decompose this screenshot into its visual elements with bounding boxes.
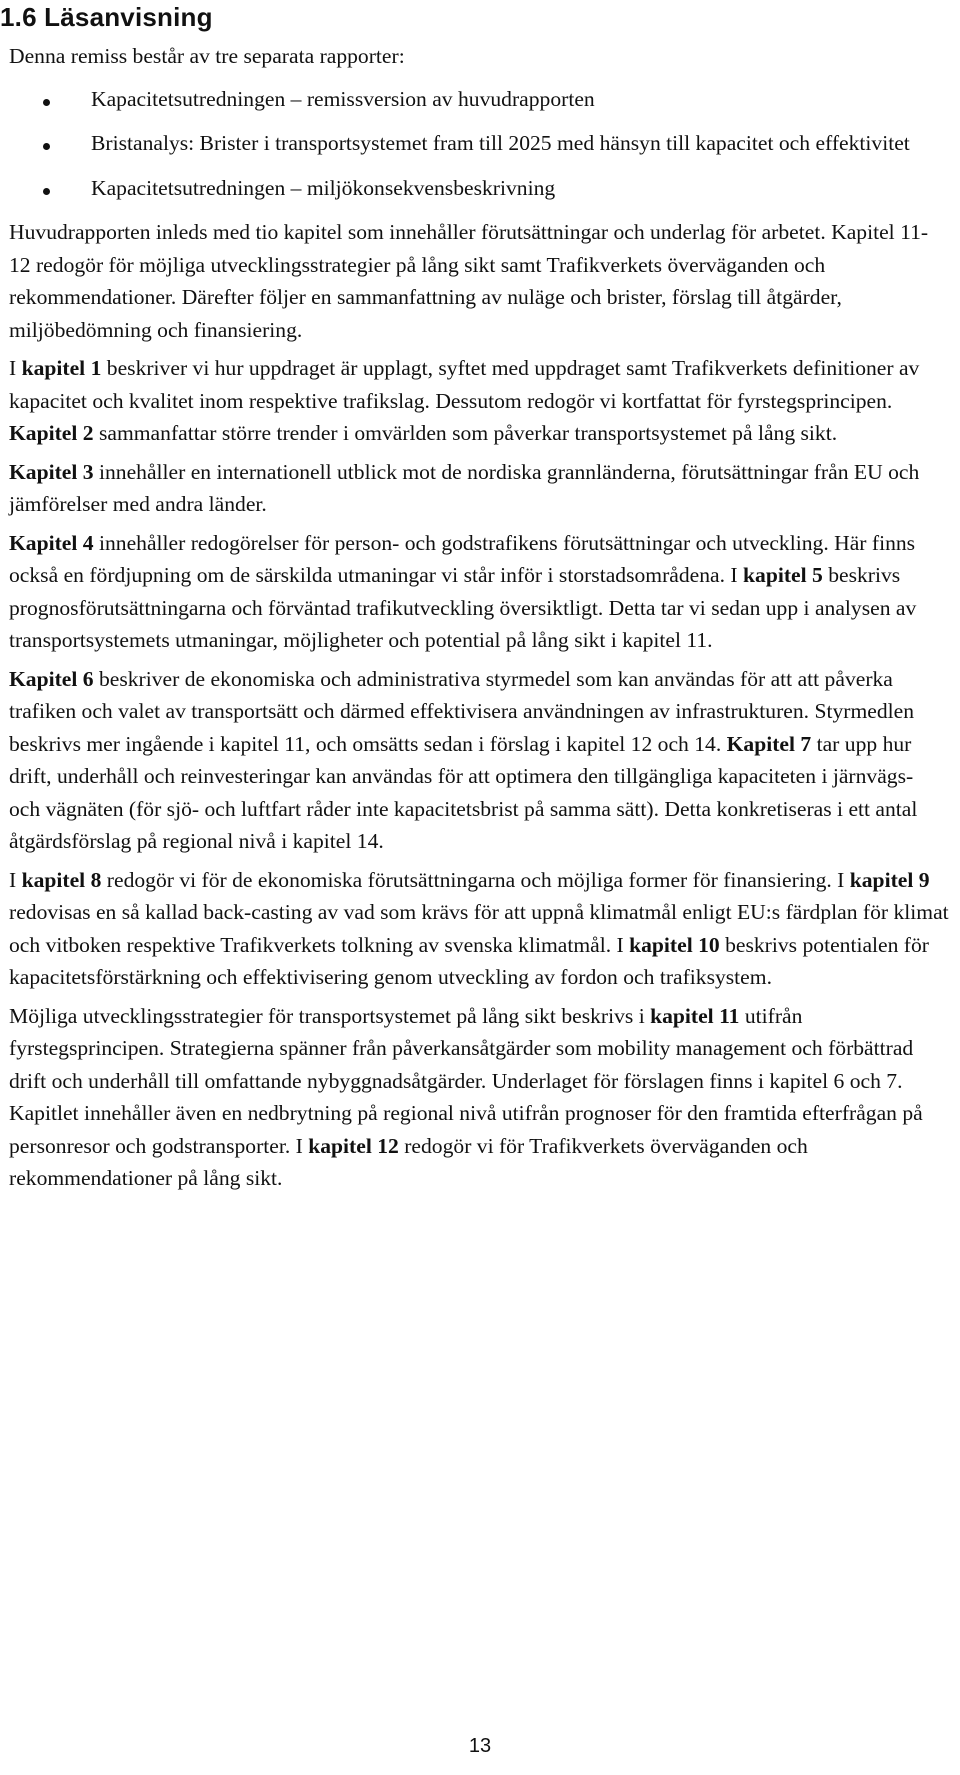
chapter-reference: Kapitel 4 <box>9 530 94 555</box>
chapter-reference: kapitel 10 <box>629 932 720 957</box>
paragraph-text: beskrivs potentialen för kapacitetsförstärkning och effektivisering genom utveckling av fordon och trafiksystem. <box>9 932 929 989</box>
report-list-item <box>9 172 911 205</box>
report-list <box>9 83 949 205</box>
section-heading: 1.6 Läsanvisning <box>0 2 213 32</box>
paragraph-text: innehåller redogörelser för person- och godstrafikens förutsättningar och utveckling. Här finns också en fördjupning om de särskilda utmaningar vi står inför i storstadsområdena. I <box>9 530 916 587</box>
chapter-reference: Kapitel 3 <box>9 459 94 484</box>
paragraph-text: redovisas en så kallad back-casting av vad som krävs för att uppnå klimatmål enligt EU:s färdplan för klimat och vitboken respektive Trafikverkets tolkning av svenska klimatmål. I <box>9 900 949 957</box>
paragraph-text: sammanfattar större trender i omvärlden som påverkar transportsystemet på lång sikt. <box>93 421 838 445</box>
paragraph-text: Huvudrapporten inleds med tio kapitel som innehåller förutsättningar och underlag för arbetet. Kapitel 11-12 redogör för möjliga utvecklingsstrategier på lång sikt samt Trafikverkets överväganden och rekommendationer. Därefter följer en sammanfattning av nuläge och brister, förslag till åtgärder, miljöbedömning och finansiering. <box>9 220 929 342</box>
paragraph-text: beskrivs prognosförutsättningarna och förväntad trafikutveckling översiktligt. Detta tar vi sedan upp i analysen av transportsystemets utmaningar, möjligheter och potential på lång sikt i kapitel 11. <box>9 563 917 652</box>
paragraph-text: redogör vi för Trafikverkets överväganden och rekommendationer på lång sikt. <box>9 1133 808 1190</box>
paragraph-text: Möjliga utvecklingsstrategier för transportsystemet på lång sikt beskrivs i <box>9 1003 651 1028</box>
chapter-reference: kapitel 5 <box>743 563 823 587</box>
body-paragraph <box>9 456 949 521</box>
chapter-reference: kapitel 12 <box>308 1133 399 1158</box>
paragraph-text: innehåller en internationell utblick mot de nordiska grannländerna, förutsättningar från EU och jämförelser med andra länder. <box>9 459 920 516</box>
report-list-item <box>9 127 911 160</box>
chapter-reference: kapitel 8 <box>21 867 102 892</box>
report-title: Kapacitetsutredningen – remissversion av huvudrapporten <box>91 86 595 111</box>
body-paragraph <box>9 1000 949 1195</box>
report-list-item <box>9 83 911 116</box>
paragraph-text: I <box>9 356 22 380</box>
chapter-reference: Kapitel 7 <box>726 731 812 756</box>
paragraph-text: beskriver de ekonomiska och administrativa styrmedel som kan användas för att att påverka trafiken och valet av transportsätt och därmed effektivisera användningen av infrastrukturen. Styrmedlen beskrivs mer ingående i kapitel 11, och omsätts sedan i förslag i kapitel 12 och 14. <box>9 666 915 756</box>
body-paragraph <box>9 216 949 346</box>
body-paragraph <box>9 527 949 657</box>
body-paragraph <box>9 352 949 450</box>
paragraph-text: redogör vi för de ekonomiska förutsättningarna och möjliga former för finansiering. I <box>101 867 850 892</box>
section-body <box>9 40 949 1195</box>
report-title: Bristanalys: Brister i transportsystemet fram till 2025 med hänsyn till kapacitet och effektivitet <box>91 131 910 155</box>
bullet-icon <box>43 99 50 106</box>
bullet-icon <box>43 143 50 150</box>
body-paragraph <box>9 663 949 858</box>
page-number: 13 <box>468 1735 492 1757</box>
paragraph-text: tar upp hur drift, underhåll och reinvesteringar kan användas för att optimera den tillgängliga kapaciteten i järnvägs- och vägnäten (för sjö- och luftfart råder inte kapacitetsbrist på samma sätt). Detta konkretiseras i ett antal åtgärdsförslag på regional nivå i kapitel 14. <box>9 731 918 853</box>
chapter-reference: kapitel 11 <box>650 1003 740 1028</box>
report-title: Kapacitetsutredningen – miljökonsekvensbeskrivning <box>91 175 556 200</box>
bullet-icon <box>43 188 50 195</box>
chapter-reference: kapitel 9 <box>849 867 930 892</box>
paragraph-text: beskriver vi hur uppdraget är upplagt, syftet med uppdraget samt Trafikverkets definitioner av kapacitet och kvalitet inom respektive trafikslag. Dessutom redogör vi kortfattat för fyrstegsprincipen. <box>9 356 920 413</box>
chapter-reference: Kapitel 2 <box>9 421 94 445</box>
paragraph-text: I <box>9 867 22 892</box>
chapter-reference: kapitel 1 <box>21 356 102 380</box>
chapter-reference: Kapitel 6 <box>9 666 94 691</box>
intro-paragraph: Denna remiss består av tre separata rapporter: <box>9 44 405 68</box>
body-paragraph <box>9 864 949 994</box>
paragraph-text: utifrån fyrstegsprincipen. Strategierna spänner från påverkansåtgärder som mobility management och förbättrad drift och underhåll till omfattande nybyggnadsåtgärder. Underlaget för förslagen finns i kapitel 6 och 7. Kapitlet innehåller även en nedbrytning på regional nivå utifrån prognoser för den framtida efterfrågan på personresor och godstransporter. I <box>9 1003 923 1158</box>
